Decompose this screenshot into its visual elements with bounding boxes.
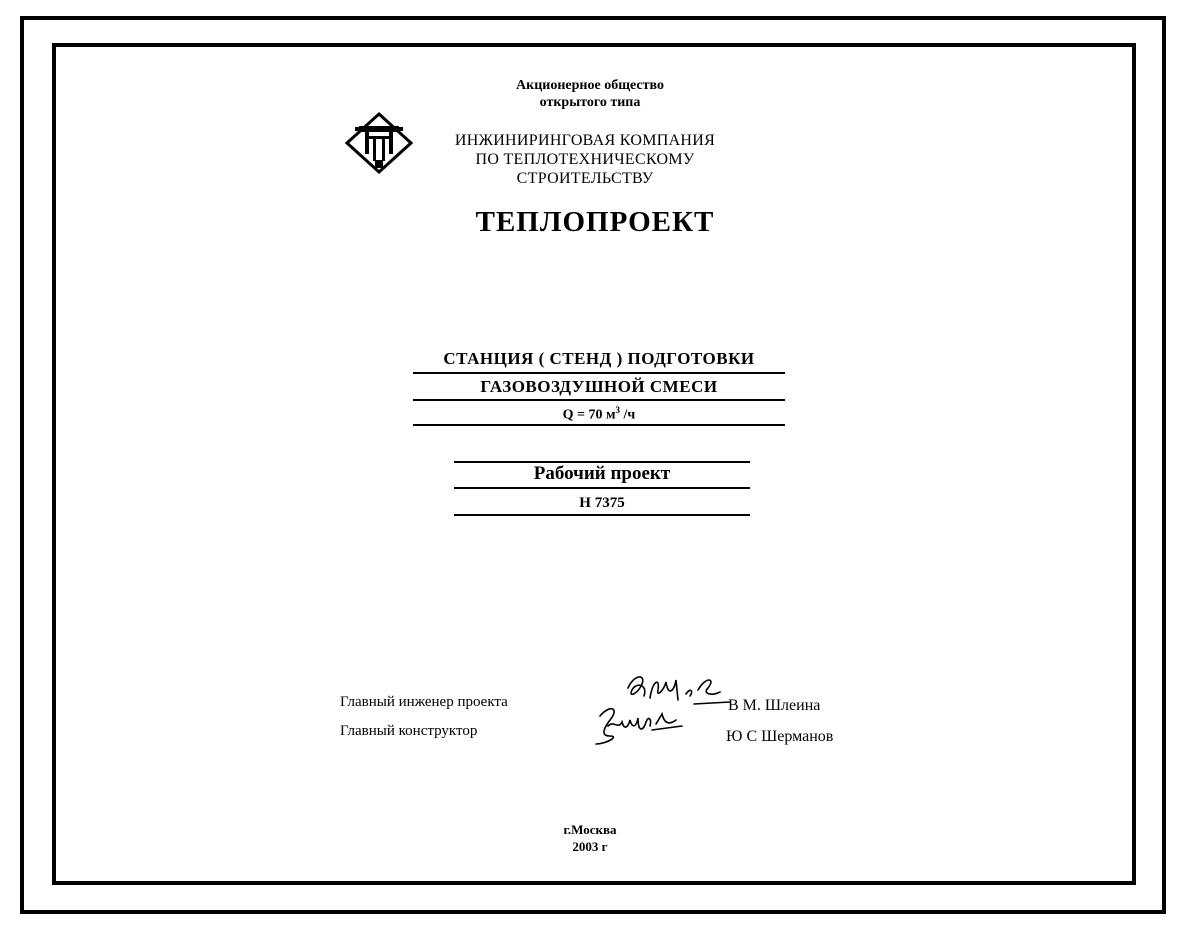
title-underline-2 bbox=[413, 399, 785, 401]
capacity-prefix: Q = 70 м bbox=[562, 407, 616, 423]
document-title-line2: ГАЗОВОЗДУШНОЙ СМЕСИ bbox=[480, 377, 718, 396]
project-code: Н 7375 bbox=[579, 495, 625, 511]
company-desc-line3: СТРОИТЕЛЬСТВУ bbox=[516, 170, 654, 187]
project-type: Рабочий проект bbox=[533, 463, 671, 484]
company-desc-line1: ИНЖИНИРИНГОВАЯ КОМПАНИЯ bbox=[454, 132, 716, 149]
role-chief-designer: Главный конструктор bbox=[340, 723, 478, 739]
project-underline-1 bbox=[454, 487, 750, 489]
year: 2003 г bbox=[572, 839, 608, 854]
project-underline-2 bbox=[454, 514, 750, 516]
company-name: ТЕПЛОПРОЕКТ bbox=[475, 206, 715, 238]
signature-chief-designer bbox=[590, 700, 690, 750]
name-chief-designer: Ю С Шерманов bbox=[726, 728, 834, 745]
capacity-exponent: 3 bbox=[615, 405, 621, 415]
capacity-suffix: /ч bbox=[620, 407, 636, 423]
company-logo-icon bbox=[345, 112, 413, 174]
title-underline-3 bbox=[413, 424, 785, 426]
document-title-line1: СТАНЦИЯ ( СТЕНД ) ПОДГОТОВКИ bbox=[443, 349, 755, 368]
role-chief-engineer: Главный инженер проекта bbox=[340, 694, 508, 710]
company-type-line2: открытого типа bbox=[539, 95, 641, 110]
name-chief-engineer: В М. Шлеина bbox=[728, 697, 821, 714]
company-type-line1: Акционерное общество bbox=[516, 78, 664, 93]
capacity-text bbox=[413, 405, 785, 424]
company-desc-line2: ПО ТЕПЛОТЕХНИЧЕСКОМУ bbox=[475, 151, 695, 168]
title-underline-1 bbox=[413, 372, 785, 374]
city: г.Москва bbox=[563, 822, 617, 837]
